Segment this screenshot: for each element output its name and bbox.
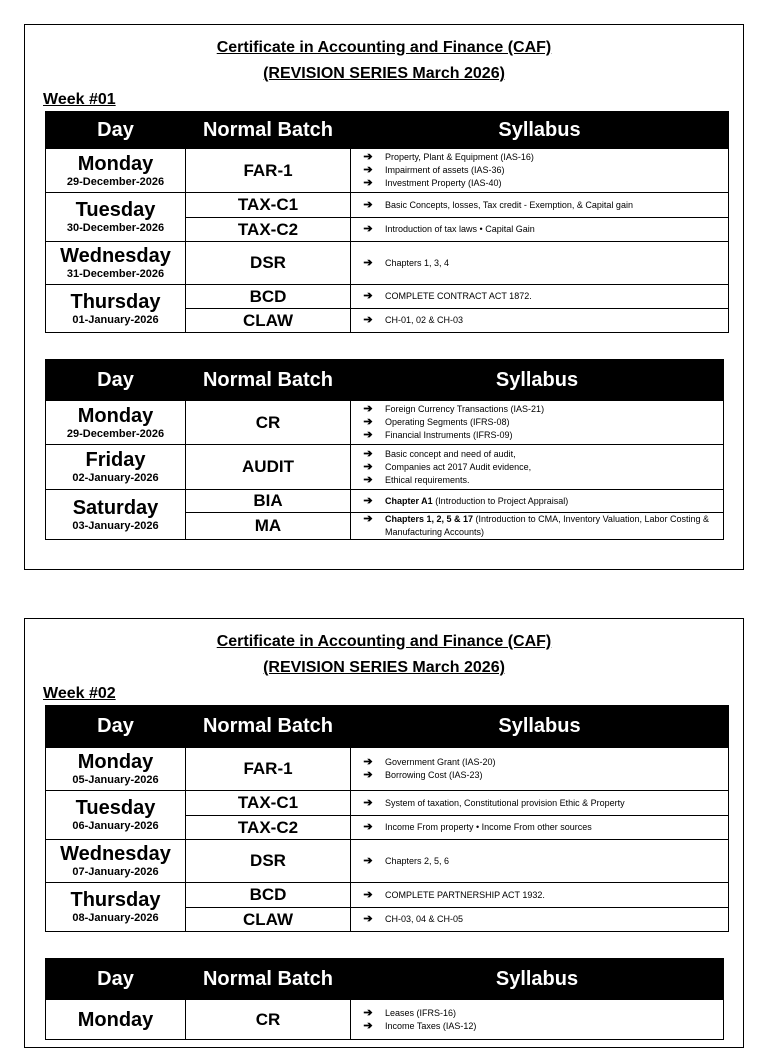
syllabus-item <box>351 461 723 474</box>
syllabus-text: Companies act 2017 Audit evidence, <box>385 461 532 472</box>
syllabus-cell <box>351 748 729 791</box>
batch-cell: AUDIT <box>186 445 351 490</box>
week2-card <box>24 618 744 1048</box>
table-row <box>46 193 729 218</box>
day-date: 07-January-2026 <box>72 866 159 878</box>
syllabus-item <box>351 756 728 769</box>
batch-cell: CLAW <box>186 309 351 333</box>
syllabus-item <box>351 913 728 926</box>
schedule-table <box>45 958 724 1040</box>
table-row <box>46 1000 724 1040</box>
arrow-icon: ➔ <box>363 1006 373 1019</box>
day-cell <box>46 490 186 540</box>
syllabus-cell <box>351 149 729 193</box>
syllabus-bold: Chapters 1, 2, 5 & 17 <box>385 514 474 524</box>
day-date: 03-January-2026 <box>72 519 159 532</box>
header-syllabus: Syllabus <box>351 959 724 1000</box>
day-cell <box>46 748 186 791</box>
syllabus-text: Introduction of tax laws • Capital Gain <box>385 224 535 234</box>
batch-cell: BIA <box>186 490 351 513</box>
syllabus-item <box>351 1007 723 1020</box>
table-row <box>46 748 729 791</box>
syllabus-item <box>351 448 723 461</box>
syllabus-item <box>351 416 723 429</box>
table-row <box>46 490 724 513</box>
day-name: Tuesday <box>75 199 156 221</box>
arrow-icon: ➔ <box>363 290 373 302</box>
day-cell <box>46 883 186 932</box>
syllabus-text: Investment Property (IAS-40) <box>385 178 502 188</box>
arrow-icon: ➔ <box>363 769 373 781</box>
syllabus-cell <box>351 908 729 932</box>
day-name: Thursday <box>70 290 161 313</box>
syllabus-item <box>351 199 728 212</box>
syllabus-cell <box>351 193 729 218</box>
arrow-icon: ➔ <box>363 164 373 176</box>
day-date: 29-December-2026 <box>66 427 165 440</box>
arrow-icon: ➔ <box>363 223 373 235</box>
syllabus-text: CH-03, 04 & CH-05 <box>385 914 464 924</box>
syllabus-cell <box>351 445 724 490</box>
batch-cell: TAX-C1 <box>186 193 351 218</box>
arrow-icon: ➔ <box>363 796 373 809</box>
batch-cell: DSR <box>186 242 351 285</box>
syllabus-cell <box>351 490 724 513</box>
syllabus-item <box>351 151 728 164</box>
day-date: 01-January-2026 <box>72 313 159 326</box>
syllabus-cell <box>351 285 729 309</box>
day-date: 06-January-2026 <box>72 820 159 832</box>
arrow-icon: ➔ <box>363 460 373 473</box>
syllabus-text: Operating Segments (IFRS-08) <box>385 417 510 427</box>
syllabus-cell <box>351 816 729 840</box>
arrow-icon: ➔ <box>363 513 373 525</box>
day-date: 08-January-2026 <box>72 912 159 924</box>
day-name: Monday <box>77 152 154 175</box>
header-syllabus: Syllabus <box>351 706 729 748</box>
syllabus-text: COMPLETE PARTNERSHIP ACT 1932. <box>385 889 545 900</box>
arrow-icon: ➔ <box>363 314 373 326</box>
syllabus-item <box>351 821 728 834</box>
day-name: Monday <box>77 751 154 773</box>
syllabus-text: Income From property • Income From other sources <box>385 822 592 832</box>
arrow-icon: ➔ <box>363 256 373 269</box>
syllabus-text: COMPLETE CONTRACT ACT 1872. <box>385 291 532 301</box>
day-cell <box>46 149 186 193</box>
day-name: Wednesday <box>60 843 171 865</box>
syllabus-text <box>385 495 723 508</box>
day-cell <box>46 285 186 333</box>
day-name: Monday <box>77 1008 154 1031</box>
syllabus-rest: (Introduction to Project Appraisal) <box>432 495 569 506</box>
header-batch: Normal Batch <box>186 706 351 748</box>
header-batch: Normal Batch <box>186 360 351 401</box>
header-day: Day <box>46 706 186 748</box>
batch-cell: TAX-C1 <box>186 791 351 816</box>
day-cell <box>46 791 186 840</box>
batch-cell: FAR-1 <box>186 149 351 193</box>
syllabus-item <box>351 177 728 190</box>
syllabus-text: Government Grant (IAS-20) <box>385 757 496 767</box>
syllabus-item <box>351 164 728 177</box>
syllabus-text: Chapters 1, 3, 4 <box>385 257 450 268</box>
syllabus-cell <box>351 218 729 242</box>
syllabus-text: Foreign Currency Transactions (IAS-21) <box>385 404 545 414</box>
syllabus-text <box>385 513 723 539</box>
syllabus-item <box>351 889 728 902</box>
syllabus-cell <box>351 513 724 540</box>
doc-subtitle: (REVISION SERIES March 2026) <box>263 65 505 82</box>
day-cell <box>46 1000 186 1040</box>
table-header-row <box>46 959 724 1000</box>
doc-title: Certificate in Accounting and Finance (CAF) <box>216 633 552 650</box>
day-date: 30-December-2026 <box>66 222 165 234</box>
day-date: 31-December-2026 <box>66 268 165 280</box>
table-row <box>46 840 729 883</box>
syllabus-text: Basic concept and need of audit, <box>385 448 516 459</box>
syllabus-text: Income Taxes (IAS-12) <box>385 1020 477 1031</box>
syllabus-text: Basic Concepts, losses, Tax credit - Exemption, & Capital gain <box>385 199 633 210</box>
syllabus-item <box>351 223 728 236</box>
syllabus-item <box>351 797 728 810</box>
syllabus-bold: Chapter A1 <box>385 495 433 506</box>
syllabus-item <box>351 1020 723 1033</box>
syllabus-item <box>351 314 728 327</box>
day-date: 02-January-2026 <box>72 472 159 484</box>
day-name: Monday <box>77 404 154 427</box>
batch-cell: FAR-1 <box>186 748 351 791</box>
table-row <box>46 401 724 445</box>
header-day: Day <box>46 112 186 149</box>
table-header-row <box>46 112 729 149</box>
day-cell <box>46 445 186 490</box>
arrow-icon: ➔ <box>363 151 373 163</box>
batch-cell: DSR <box>186 840 351 883</box>
arrow-icon: ➔ <box>363 447 373 460</box>
batch-cell: CR <box>186 1000 351 1040</box>
day-name: Saturday <box>72 496 159 519</box>
header-batch: Normal Batch <box>186 112 351 149</box>
syllabus-cell <box>351 1000 724 1040</box>
table-row <box>46 285 729 309</box>
syllabus-cell <box>351 242 729 285</box>
syllabus-item <box>351 495 723 508</box>
syllabus-item <box>351 403 723 416</box>
day-name: Wednesday <box>60 245 171 267</box>
schedule-table <box>45 705 729 932</box>
syllabus-item <box>351 474 723 487</box>
syllabus-text: System of taxation, Constitutional provision Ethic & Property <box>385 797 625 808</box>
syllabus-text: Chapters 2, 5, 6 <box>385 855 450 866</box>
syllabus-text: Borrowing Cost (IAS-23) <box>385 770 483 780</box>
table-row <box>46 883 729 908</box>
arrow-icon: ➔ <box>363 473 373 486</box>
batch-cell: MA <box>186 513 351 540</box>
syllabus-cell <box>351 401 724 445</box>
batch-cell: TAX-C2 <box>186 816 351 840</box>
day-cell <box>46 840 186 883</box>
week-label: Week #01 <box>43 91 116 108</box>
table-row <box>46 242 729 285</box>
schedule-table <box>45 359 724 540</box>
header-day: Day <box>46 360 186 401</box>
syllabus-text: Financial Instruments (IFRS-09) <box>385 430 513 440</box>
syllabus-item <box>351 855 728 868</box>
syllabus-cell <box>351 840 729 883</box>
week1-card <box>24 24 744 570</box>
arrow-icon: ➔ <box>363 913 373 925</box>
header-batch: Normal Batch <box>186 959 351 1000</box>
batch-cell: CLAW <box>186 908 351 932</box>
syllabus-text: Impairment of assets (IAS-36) <box>385 165 505 175</box>
syllabus-item <box>351 769 728 782</box>
arrow-icon: ➔ <box>363 854 373 867</box>
table-row <box>46 149 729 193</box>
batch-cell: CR <box>186 401 351 445</box>
week-label: Week #02 <box>43 685 116 702</box>
header-syllabus: Syllabus <box>351 360 724 401</box>
syllabus-rest: (Introduction to CMA, Inventory Valuation, Labor Costing & Manufacturing Accounts) <box>385 514 710 537</box>
syllabus-text: Leases (IFRS-16) <box>385 1007 457 1018</box>
arrow-icon: ➔ <box>363 177 373 189</box>
table-header-row <box>46 706 729 748</box>
schedule-table <box>45 111 729 333</box>
table-row <box>46 791 729 816</box>
doc-subtitle: (REVISION SERIES March 2026) <box>263 659 505 676</box>
batch-cell: TAX-C2 <box>186 218 351 242</box>
day-date: 29-December-2026 <box>66 175 165 188</box>
syllabus-item <box>351 513 723 539</box>
syllabus-cell <box>351 309 729 333</box>
day-cell <box>46 401 186 445</box>
day-name: Friday <box>85 449 146 471</box>
syllabus-text: Property, Plant & Equipment (IAS-16) <box>385 152 534 162</box>
table-header-row <box>46 360 724 401</box>
arrow-icon: ➔ <box>363 416 373 428</box>
syllabus-text: Ethical requirements. <box>385 474 470 485</box>
header-syllabus: Syllabus <box>351 112 729 149</box>
syllabus-cell <box>351 883 729 908</box>
batch-cell: BCD <box>186 285 351 309</box>
syllabus-item <box>351 429 723 442</box>
arrow-icon: ➔ <box>363 756 373 768</box>
syllabus-cell <box>351 791 729 816</box>
arrow-icon: ➔ <box>363 888 373 901</box>
syllabus-item <box>351 290 728 303</box>
header-day: Day <box>46 959 186 1000</box>
arrow-icon: ➔ <box>363 1019 373 1032</box>
day-cell <box>46 193 186 242</box>
table-row <box>46 445 724 490</box>
doc-title: Certificate in Accounting and Finance (CAF) <box>216 39 552 56</box>
syllabus-text: CH-01, 02 & CH-03 <box>385 315 464 325</box>
syllabus-item <box>351 257 728 270</box>
day-name: Thursday <box>70 889 161 911</box>
arrow-icon: ➔ <box>363 821 373 833</box>
day-name: Tuesday <box>75 797 156 819</box>
arrow-icon: ➔ <box>363 198 373 211</box>
day-date: 05-January-2026 <box>72 774 159 786</box>
batch-cell: BCD <box>186 883 351 908</box>
arrow-icon: ➔ <box>363 403 373 415</box>
arrow-icon: ➔ <box>363 429 373 441</box>
arrow-icon: ➔ <box>363 494 373 507</box>
day-cell <box>46 242 186 285</box>
